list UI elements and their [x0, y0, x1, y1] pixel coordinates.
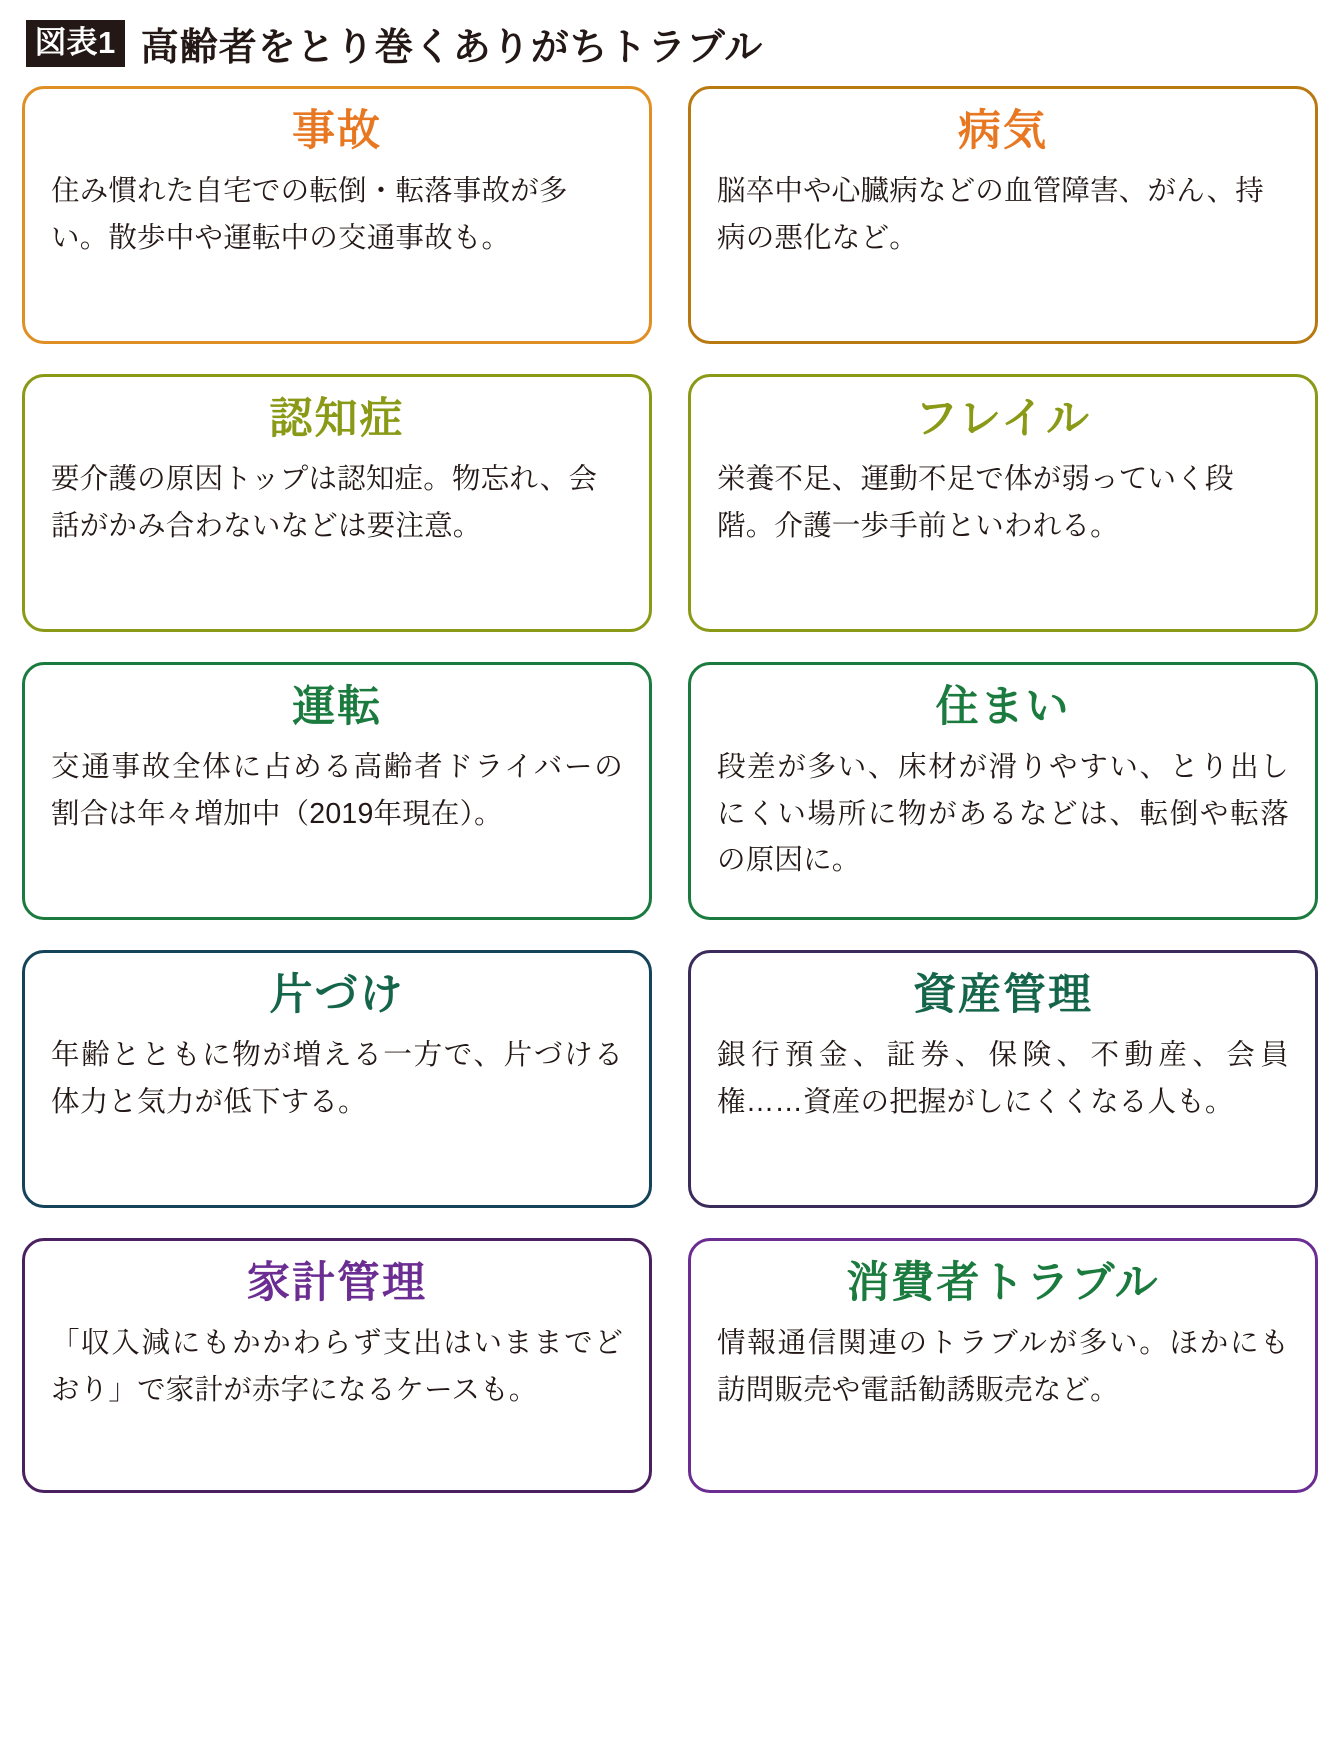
trouble-card-consumer-trouble	[688, 1238, 1318, 1493]
card-body: 年齢とともに物が増える一方で、片づける体力と気力が低下する。	[51, 1039, 623, 1118]
card-body: 銀行預金、証券、保険、不動産、会員権……資産の把握がしにくくなる人も。	[717, 1039, 1289, 1118]
card-title: 運転	[292, 683, 382, 731]
card-body: 要介護の原因トップは認知症。物忘れ、会話がかみ合わないなどは要注意。	[51, 463, 598, 542]
card-body: 交通事故全体に占める高齢者ドライバーの割合は年々増加中（2019年現在）。	[51, 751, 623, 830]
figure-number-badge: 図表1	[26, 20, 125, 67]
card-title: 住まい	[935, 683, 1071, 731]
card-title: フレイル	[914, 395, 1092, 443]
trouble-card-accident	[22, 86, 652, 344]
trouble-card-asset-management	[688, 950, 1318, 1208]
figure-header	[22, 12, 1318, 74]
card-title: 家計管理	[247, 1259, 427, 1307]
card-title: 片づけ	[269, 971, 405, 1019]
trouble-card-frailty	[688, 374, 1318, 632]
figure-title: 高齢者をとり巻くありがちトラブル	[140, 26, 764, 69]
card-body: 「収入減にもかかわらず支出はいままでどおり」で家計が赤字になるケースも。	[51, 1327, 623, 1406]
trouble-card-housing	[688, 662, 1318, 920]
card-title: 消費者トラブル	[846, 1259, 1160, 1307]
card-title: 認知症	[269, 395, 405, 443]
card-title: 資産管理	[913, 971, 1093, 1019]
card-body: 情報通信関連のトラブルが多い。ほかにも訪問販売や電話勧誘販売など。	[717, 1327, 1289, 1406]
trouble-card-illness	[688, 86, 1318, 344]
trouble-card-grid	[22, 86, 1318, 1493]
card-title: 病気	[958, 107, 1048, 155]
trouble-card-dementia	[22, 374, 652, 632]
card-body: 栄養不足、運動不足で体が弱っていく段階。介護一歩手前といわれる。	[717, 463, 1234, 542]
card-body: 段差が多い、床材が滑りやすい、とり出しにくい場所に物があるなどは、転倒や転落の原因に。	[717, 751, 1289, 876]
trouble-card-driving	[22, 662, 652, 920]
trouble-card-household-finance	[22, 1238, 652, 1493]
card-body: 脳卒中や心臓病などの血管障害、がん、持病の悪化など。	[717, 175, 1265, 254]
card-body: 住み慣れた自宅での転倒・転落事故が多い。散歩中や運転中の交通事故も。	[51, 175, 568, 254]
card-title: 事故	[292, 107, 382, 155]
trouble-card-tidying	[22, 950, 652, 1208]
